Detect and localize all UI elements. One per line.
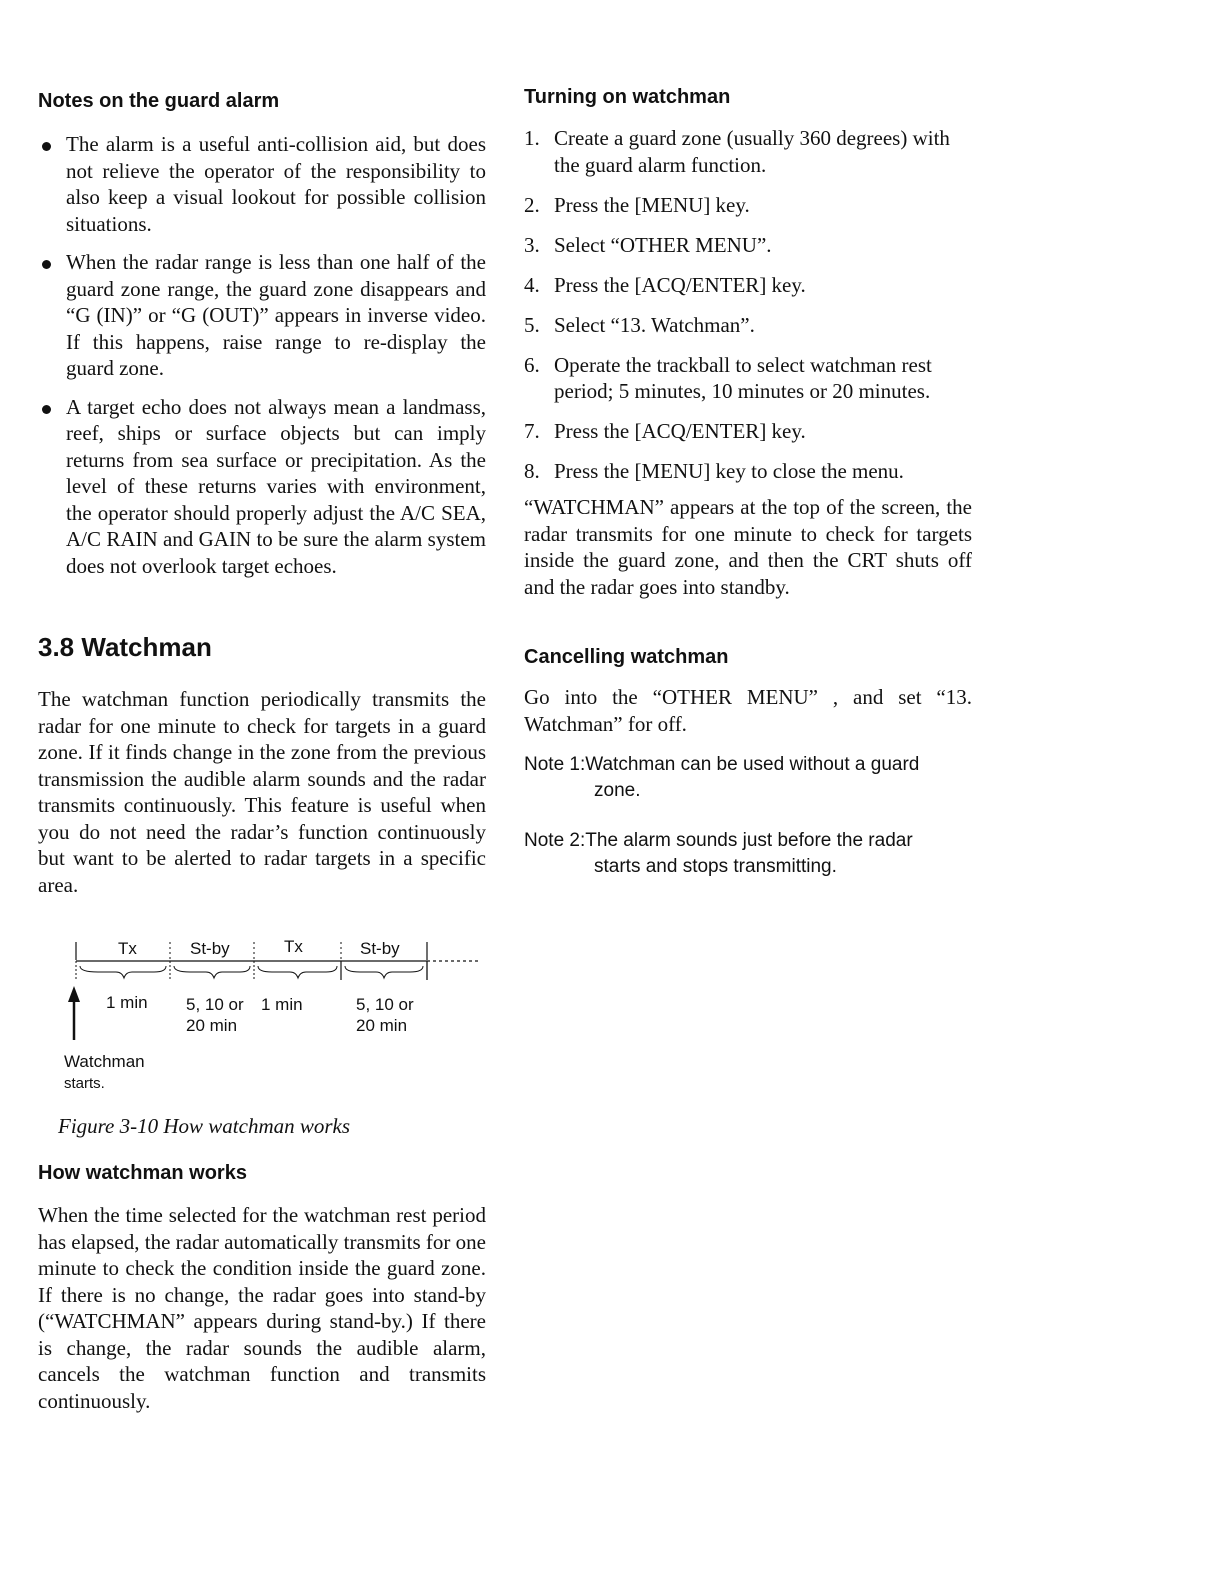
step-number: 7. xyxy=(524,419,540,443)
duration-label: 1 min xyxy=(106,993,148,1012)
start-label: Watchman xyxy=(64,1052,145,1071)
list-item xyxy=(38,131,486,237)
brace xyxy=(80,966,166,978)
step-text: Press the [ACQ/ENTER] key. xyxy=(554,419,806,443)
note-label: Note 2: xyxy=(524,830,586,851)
cancel-text: Go into the “OTHER MENU” , and set “13. Watchman” for off. xyxy=(524,685,972,736)
brace xyxy=(258,966,337,978)
bullet-icon xyxy=(42,260,51,269)
tx-label: Tx xyxy=(118,939,137,958)
step-text: Press the [MENU] key. xyxy=(554,192,750,217)
step-number: 4. xyxy=(524,272,540,297)
tx-label: Tx xyxy=(284,937,303,956)
note-1 xyxy=(524,752,972,804)
list-item xyxy=(524,192,972,219)
step-number: 3. xyxy=(524,232,540,257)
bullet-text: When the radar range is less than one half of the guard zone range, the guard zone disappears and “G (IN)” or “G (OUT)” appears in inverse video. If this happens, raise range to re-display the guard zone. xyxy=(66,250,486,380)
duration-label: 20 min xyxy=(186,1016,238,1035)
bullet-text: A target echo does not always mean a landmass, reef, ships or surface objects but can imply returns from sea surface or precipitation. As the level of these returns varies with environment, the operator should properly adjust the A/C SEA, A/C RAIN and GAIN to be sure the alarm system does not overlook target echoes. xyxy=(66,394,486,578)
step-number: 5. xyxy=(524,312,540,337)
step-number: 8. xyxy=(524,459,540,483)
arrow-head-icon xyxy=(68,986,80,1002)
duration-label: 20 min xyxy=(356,1016,408,1035)
standby-label: St-by xyxy=(360,939,400,958)
step-text: Select “OTHER MENU”. xyxy=(554,232,772,257)
step-number: 1. xyxy=(524,126,540,150)
list-item xyxy=(524,125,972,178)
duration-label: 5, 10 or xyxy=(186,995,244,1014)
list-item xyxy=(524,312,972,339)
note-2 xyxy=(524,828,972,880)
brace xyxy=(174,966,250,978)
note-text: The alarm sounds just before the radar xyxy=(585,830,913,851)
start-label: starts. xyxy=(64,1075,105,1092)
notes-heading: Notes on the guard alarm xyxy=(38,90,280,112)
watchman-timing-diagram xyxy=(58,930,498,1100)
step-text: Press the [MENU] key to close the menu. xyxy=(554,459,904,483)
after-steps-text: “WATCHMAN” appears at the top of the screen, the radar transmits for one minute to check for targets inside the guard zone, and then the CRT shuts off and the radar goes into standby. xyxy=(524,495,972,599)
duration-label: 5, 10 or xyxy=(356,995,414,1014)
step-number: 2. xyxy=(524,192,540,217)
list-item xyxy=(524,418,972,445)
bullet-text: The alarm is a useful anti-collision aid, but does not relieve the operator of the responsibility to also keep a visual lookout for possible collision situations. xyxy=(66,132,486,236)
cancel-heading: Cancelling watchman xyxy=(524,646,729,668)
list-item xyxy=(38,394,486,580)
note-text: starts and stops transmitting. xyxy=(594,856,837,877)
turning-heading: Turning on watchman xyxy=(524,86,731,108)
section-intro: The watchman function periodically transmits the radar for one minute to check for targets in a guard zone. If it finds change in the zone from the previous transmission the audible alarm sounds and the radar transmits continuously. This feature is useful when you do not need the radar’s function continuously but want to be alerted to radar targets in a specific area. xyxy=(38,687,486,897)
step-number: 6. xyxy=(524,352,540,377)
step-text: Press the [ACQ/ENTER] key. xyxy=(554,272,806,297)
note-text: zone. xyxy=(594,780,641,801)
note-label: Note 1: xyxy=(524,754,586,775)
standby-label: St-by xyxy=(190,939,230,958)
step-text: Operate the trackball to select watchman rest period; 5 minutes, 10 minutes or 20 minutes. xyxy=(554,352,932,403)
list-item xyxy=(524,458,972,485)
figure-caption: Figure 3-10 How watchman works xyxy=(58,1114,351,1138)
step-text: Create a guard zone (usually 360 degrees) with the guard alarm function. xyxy=(554,126,950,177)
bullet-icon xyxy=(42,142,51,151)
how-text: When the time selected for the watchman rest period has elapsed, the radar automatically transmits for one minute to check the condition inside the guard zone. If there is no change, the radar goes into stand-by (“WATCHMAN” appears during stand-by.) If there is change, the radar sounds the audible alarm, cancels the watchman function and transmits continuously. xyxy=(38,1203,486,1413)
list-item xyxy=(524,232,972,259)
steps-list xyxy=(524,125,972,498)
duration-label: 1 min xyxy=(261,995,303,1014)
how-heading: How watchman works xyxy=(38,1162,247,1184)
note-text: Watchman can be used without a guard xyxy=(585,754,920,775)
notes-list xyxy=(38,131,486,591)
bullet-icon xyxy=(42,405,51,414)
list-item xyxy=(524,352,972,405)
step-text: Select “13. Watchman”. xyxy=(554,312,755,337)
brace xyxy=(345,966,423,978)
list-item xyxy=(38,249,486,382)
section-title: 3.8 Watchman xyxy=(38,632,212,662)
list-item xyxy=(524,272,972,299)
